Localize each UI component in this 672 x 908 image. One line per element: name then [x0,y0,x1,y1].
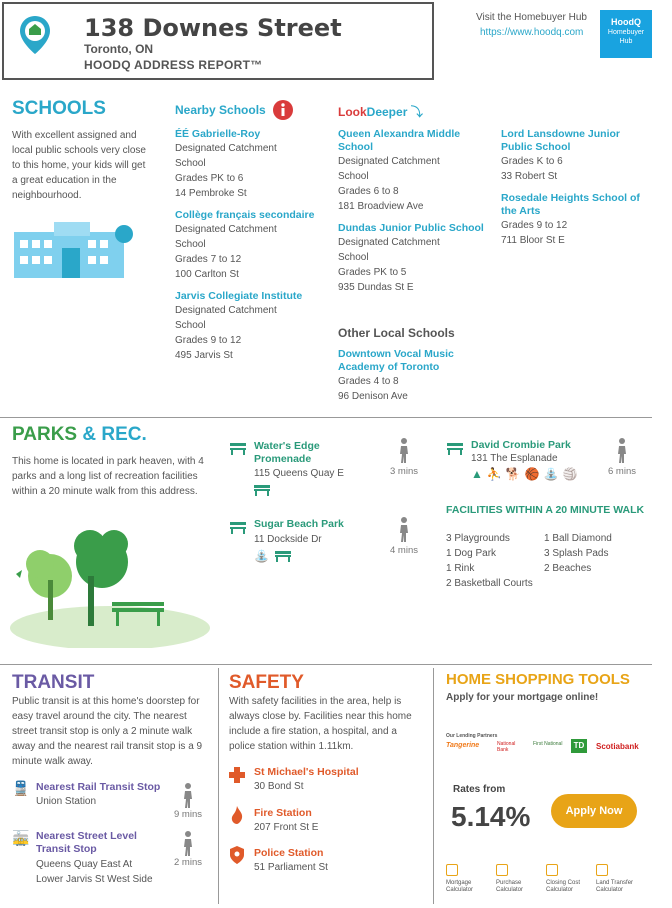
walk-time: 6 mins [608,466,636,477]
safety-name[interactable]: Fire Station [254,807,312,819]
street-stop-label[interactable]: Nearest Street Level Transit Stop [36,830,137,855]
safety-title: SAFETY [229,672,304,693]
school-detail: School [338,171,369,182]
walk-time: 2 mins [174,857,202,868]
tools-subtitle: Apply for your mortgage online! [446,692,599,703]
facility-item: 3 Playgrounds [446,533,510,544]
calculator-label: Calculator [546,887,574,893]
calculator-label: Calculator [496,887,524,893]
park-name[interactable]: Sugar Beach Park [254,518,344,530]
school-col-3 [501,128,651,256]
bench-icon [446,441,464,455]
street-stop-name: Lower Jarvis St West Side [36,874,153,885]
calculator-label: Closing Cost [546,880,581,886]
walk-time: 4 mins [390,545,418,556]
walking-icon [180,783,196,809]
calculator-button[interactable] [596,864,644,894]
safety-address: 51 Parliament St [254,862,328,873]
bench-icon [274,550,292,562]
calculator-button[interactable] [446,864,494,894]
parks-intro: This home is located in park heaven, with 4 parks and a long list of recreation facilities within a 20 minute walk from this address. [12,456,204,497]
school-detail: 100 Carlton St [175,269,239,280]
facilities-title: FACILITIES WITHIN A 20 MINUTE WALK [446,504,645,516]
school-name[interactable]: Dundas Junior Public School [338,222,484,234]
school-detail: Grades PK to 6 [175,173,244,184]
divider [0,664,652,665]
school-detail: School [175,239,206,250]
info-icon[interactable] [272,99,294,121]
school-detail: Designated Catchment [338,237,440,248]
police-badge-icon [230,846,244,864]
street-stop-name: Queens Quay East At [36,859,133,870]
walking-icon [614,438,630,464]
calculator-button[interactable] [546,864,594,894]
train-icon: 🚆 [12,780,30,796]
facility-item: 1 Dog Park [446,548,497,559]
look-deeper-label[interactable]: LookDeeper ⤵ [338,105,423,119]
park-illustration [10,520,210,648]
safety-name[interactable]: St Michael's Hospital [254,766,359,778]
bench-icon [253,484,271,496]
tools-title: HOME SHOPPING TOOLS [446,671,630,688]
nearby-schools-label: Nearby Schools [175,103,266,117]
school-col-1 [175,128,325,371]
calculator-label: Mortgage [446,880,472,886]
calculator-icon [446,864,458,876]
address-title: 138 Downes Street [84,14,342,42]
rail-stop-name: Union Station [36,796,97,807]
calculator-label: Purchase [496,880,522,886]
calculator-button[interactable] [496,864,544,894]
rates-from-label: Rates from [453,784,506,795]
school-detail: 33 Robert St [501,171,558,182]
streetcar-icon: 🚋 [12,830,30,846]
facilities-left [446,531,533,591]
school-detail: Grades PK to 5 [338,267,407,278]
walking-icon [396,517,412,543]
rate-value: 5.14% [451,801,531,832]
divider-vertical [218,668,219,904]
walking-icon [180,831,196,857]
school-entry [338,128,488,214]
park-name[interactable]: David Crombie Park [471,439,571,451]
apply-now-button[interactable]: Apply Now [551,794,637,828]
facility-item: 1 Rink [446,563,475,574]
school-building-icon [12,218,140,280]
report-label: HOODQ ADDRESS REPORT™ [84,58,263,72]
calculator-label: Land Transfer [596,880,634,886]
park-address: 131 The Esplanade [471,453,558,464]
school-name[interactable]: Downtown Vocal Music Academy of Toronto [338,348,454,373]
fire-icon [231,806,243,824]
school-entry [175,209,325,282]
divider [0,417,652,418]
school-entry [338,348,488,404]
park-address: 115 Queens Quay E [254,468,344,479]
school-detail: 181 Broadview Ave [338,201,424,212]
splash-pad-icon: ⛲ [254,549,269,563]
calculator-label: Calculator [596,887,624,893]
transit-title: TRANSIT [12,672,95,693]
calculator-icon [546,864,558,876]
school-col-2 [338,128,488,303]
facilities-right [544,531,612,576]
school-name[interactable]: Queen Alexandra Middle School [338,128,461,153]
school-name[interactable]: Jarvis Collegiate Institute [175,290,303,302]
school-detail: 495 Jarvis St [175,350,233,361]
school-detail: Designated Catchment [175,224,277,235]
school-detail: 711 Bloor St E [501,235,565,246]
bank-logo-td: TD [571,739,587,753]
facility-item: 2 Beaches [544,563,592,574]
school-detail: Designated Catchment [175,143,277,154]
hoodq-logo[interactable]: HoodQ Homebuyer Hub [600,10,652,58]
city-label: Toronto, ON [84,42,154,56]
school-entry [501,192,651,248]
safety-intro: With safety facilities in the area, help is always close by. Facilities near this home include a fire station, a hospital, and a police station within 1.11km. [229,696,412,752]
hub-link[interactable]: https://www.hoodq.com [480,27,584,38]
school-name[interactable]: Rosedale Heights School of the Arts [501,192,640,217]
school-detail: Grades 9 to 12 [175,335,242,346]
schools-intro: With excellent assigned and local public schools very close to this home, your kids will get a great education in the neighbourhood. [12,130,146,201]
calculator-label: Calculator [446,887,474,893]
safety-address: 30 Bond St [254,781,304,792]
bank-logo-first-national: First National [533,741,563,747]
park-name[interactable]: Water's Edge Promenade [254,440,320,465]
hub-text: Visit the Homebuyer Hub [476,12,587,23]
park-address: 11 Dockside Dr [254,534,322,545]
school-detail: Grades 4 to 8 [338,376,399,387]
school-name[interactable]: Collège français secondaire [175,209,315,221]
school-detail: 935 Dundas St E [338,282,414,293]
school-detail: School [175,320,206,331]
school-entry [175,128,325,201]
school-detail: Designated Catchment [175,305,277,316]
divider-vertical [433,668,434,904]
school-entry [175,290,325,363]
safety-address: 207 Front St E [254,822,319,833]
bench-icon [229,520,247,534]
school-detail: Grades 7 to 12 [175,254,242,265]
parks-title: PARKS & REC. [12,424,147,445]
rail-stop-label[interactable]: Nearest Rail Transit Stop [36,781,161,793]
home-pin-icon [18,14,52,56]
walking-icon [396,438,412,464]
park-amenity-icons: ▲⛹🐕🏀⛲🏐 [471,467,582,481]
school-entry [501,128,651,184]
school-detail: 14 Pembroke St [175,188,247,199]
partners-label: Our Lending Partners [446,733,498,739]
calculator-icon [596,864,608,876]
safety-name[interactable]: Police Station [254,847,324,859]
school-col-other [338,348,488,404]
transit-intro: Public transit is at this home's doorstep for easy travel around the city. The nearest street transit stop is only a 2 minute walk away and the nearest rail transit stop is a 9 minute walk away. [12,696,203,767]
facility-item: 2 Basketball Courts [446,578,533,589]
school-detail: 96 Denison Ave [338,391,408,402]
bank-logo-national: National Bank [497,741,516,753]
bench-icon [229,441,247,455]
school-detail: Grades 6 to 8 [338,186,399,197]
school-name[interactable]: Lord Lansdowne Junior Public School [501,128,621,153]
school-detail: Designated Catchment [338,156,440,167]
walk-time: 9 mins [174,809,202,820]
bank-logo-scotiabank: Scotiabank [596,742,639,751]
arrow-down-icon: ⤵ [407,105,423,119]
school-detail: Grades K to 6 [501,156,563,167]
hospital-cross-icon [229,767,245,783]
facility-item: 3 Splash Pads [544,548,609,559]
school-detail: Grades 9 to 12 [501,220,568,231]
bank-logo-tangerine: Tangerine [446,742,480,749]
calculator-icon [496,864,508,876]
walk-time: 3 mins [390,466,418,477]
schools-title: SCHOOLS [12,98,106,119]
school-detail: School [338,252,369,263]
school-name[interactable]: ÉÉ Gabrielle-Roy [175,128,261,140]
other-schools-label: Other Local Schools [338,326,455,340]
school-detail: School [175,158,206,169]
school-entry [338,222,488,295]
facility-item: 1 Ball Diamond [544,533,612,544]
